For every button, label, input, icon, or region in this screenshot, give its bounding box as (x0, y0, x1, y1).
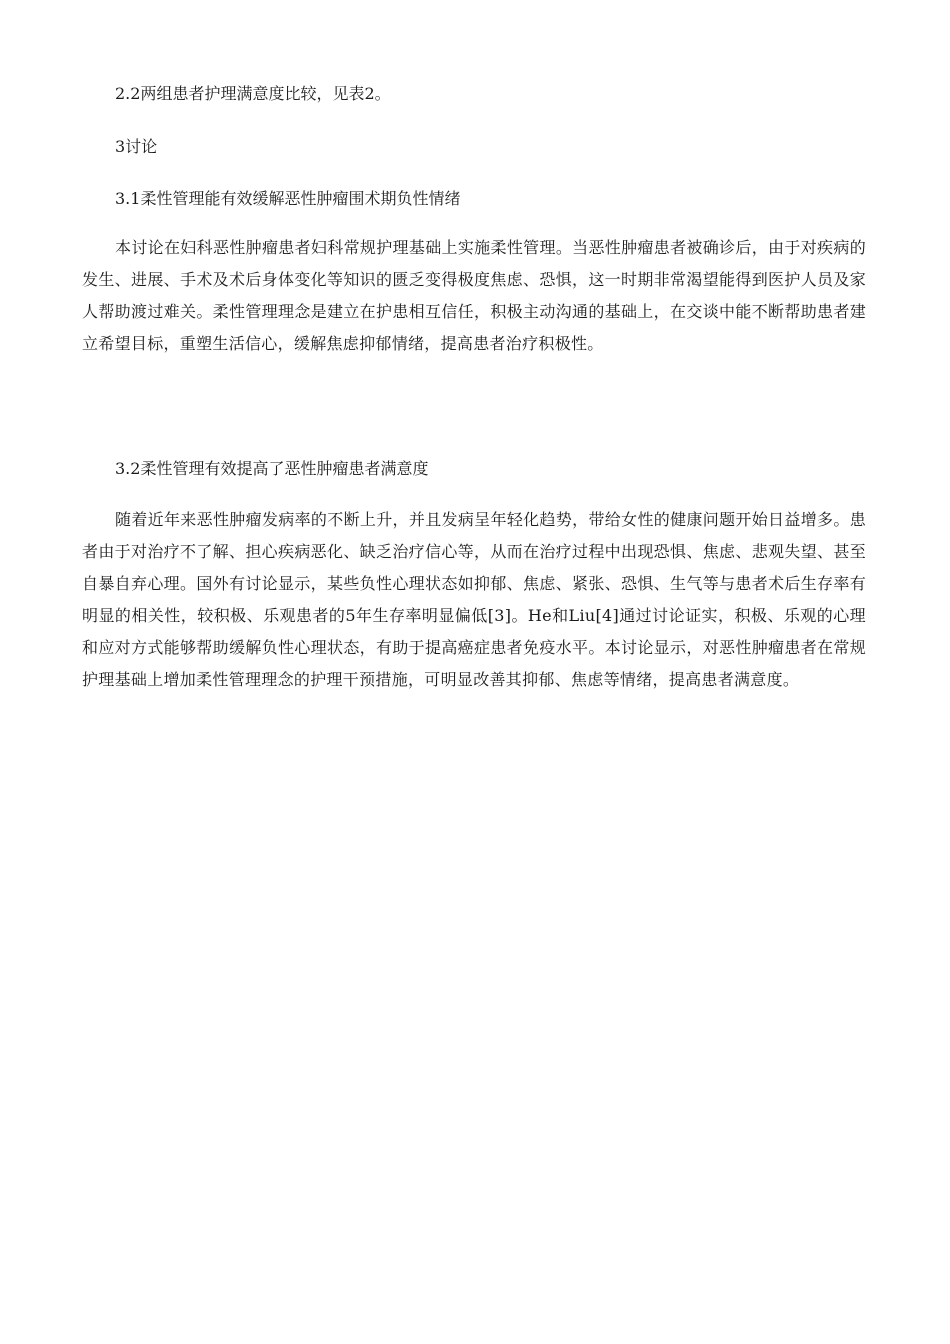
section-heading-3-2: 3.2柔性管理有效提高了恶性肿瘤患者满意度 (115, 459, 429, 478)
section-heading-2-2: 2.2两组患者护理满意度比较，见表2。 (115, 84, 391, 103)
section-heading-3-1: 3.1柔性管理能有效缓解恶性肿瘤围术期负性情绪 (115, 189, 461, 208)
paragraph-3-2: 随着近年来恶性肿瘤发病率的不断上升，并且发病呈年轻化趋势，带给女性的健康问题开始日益增多。患者由于对治疗不了解、担心疾病恶化、缺乏治疗信心等，从而在治疗过程中出现恐惧、焦虑、悲观失望、甚至自暴自弃心理。国外有讨论显示，某些负性心理状态如抑郁、焦虑、紧张、恐惧、生气等与患者术后生存率有明显的相关性，较积极、乐观患者的5年生存率明显偏低[3]。He和Liu[4]通过讨论证实，积极、乐观的心理和应对方式能够帮助缓解负性心理状态，有助于提高癌症患者免疫水平。本讨论显示，对恶性肿瘤患者在常规护理基础上增加柔性管理理念的护理干预措施，可明显改善其抑郁、焦虑等情绪，提高患者满意度。 (82, 510, 866, 689)
section-heading-3: 3讨论 (115, 137, 158, 156)
paragraph-3-1: 本讨论在妇科恶性肿瘤患者妇科常规护理基础上实施柔性管理。当恶性肿瘤患者被确诊后，由于对疾病的发生、进展、手术及术后身体变化等知识的匮乏变得极度焦虑、恐惧，这一时期非常渴望能得到医护人员及家人帮助渡过难关。柔性管理理念是建立在护患相互信任，积极主动沟通的基础上，在交谈中能不断帮助患者建立希望目标，重塑生活信心，缓解焦虑抑郁情绪，提高患者治疗积极性。 (82, 238, 866, 353)
